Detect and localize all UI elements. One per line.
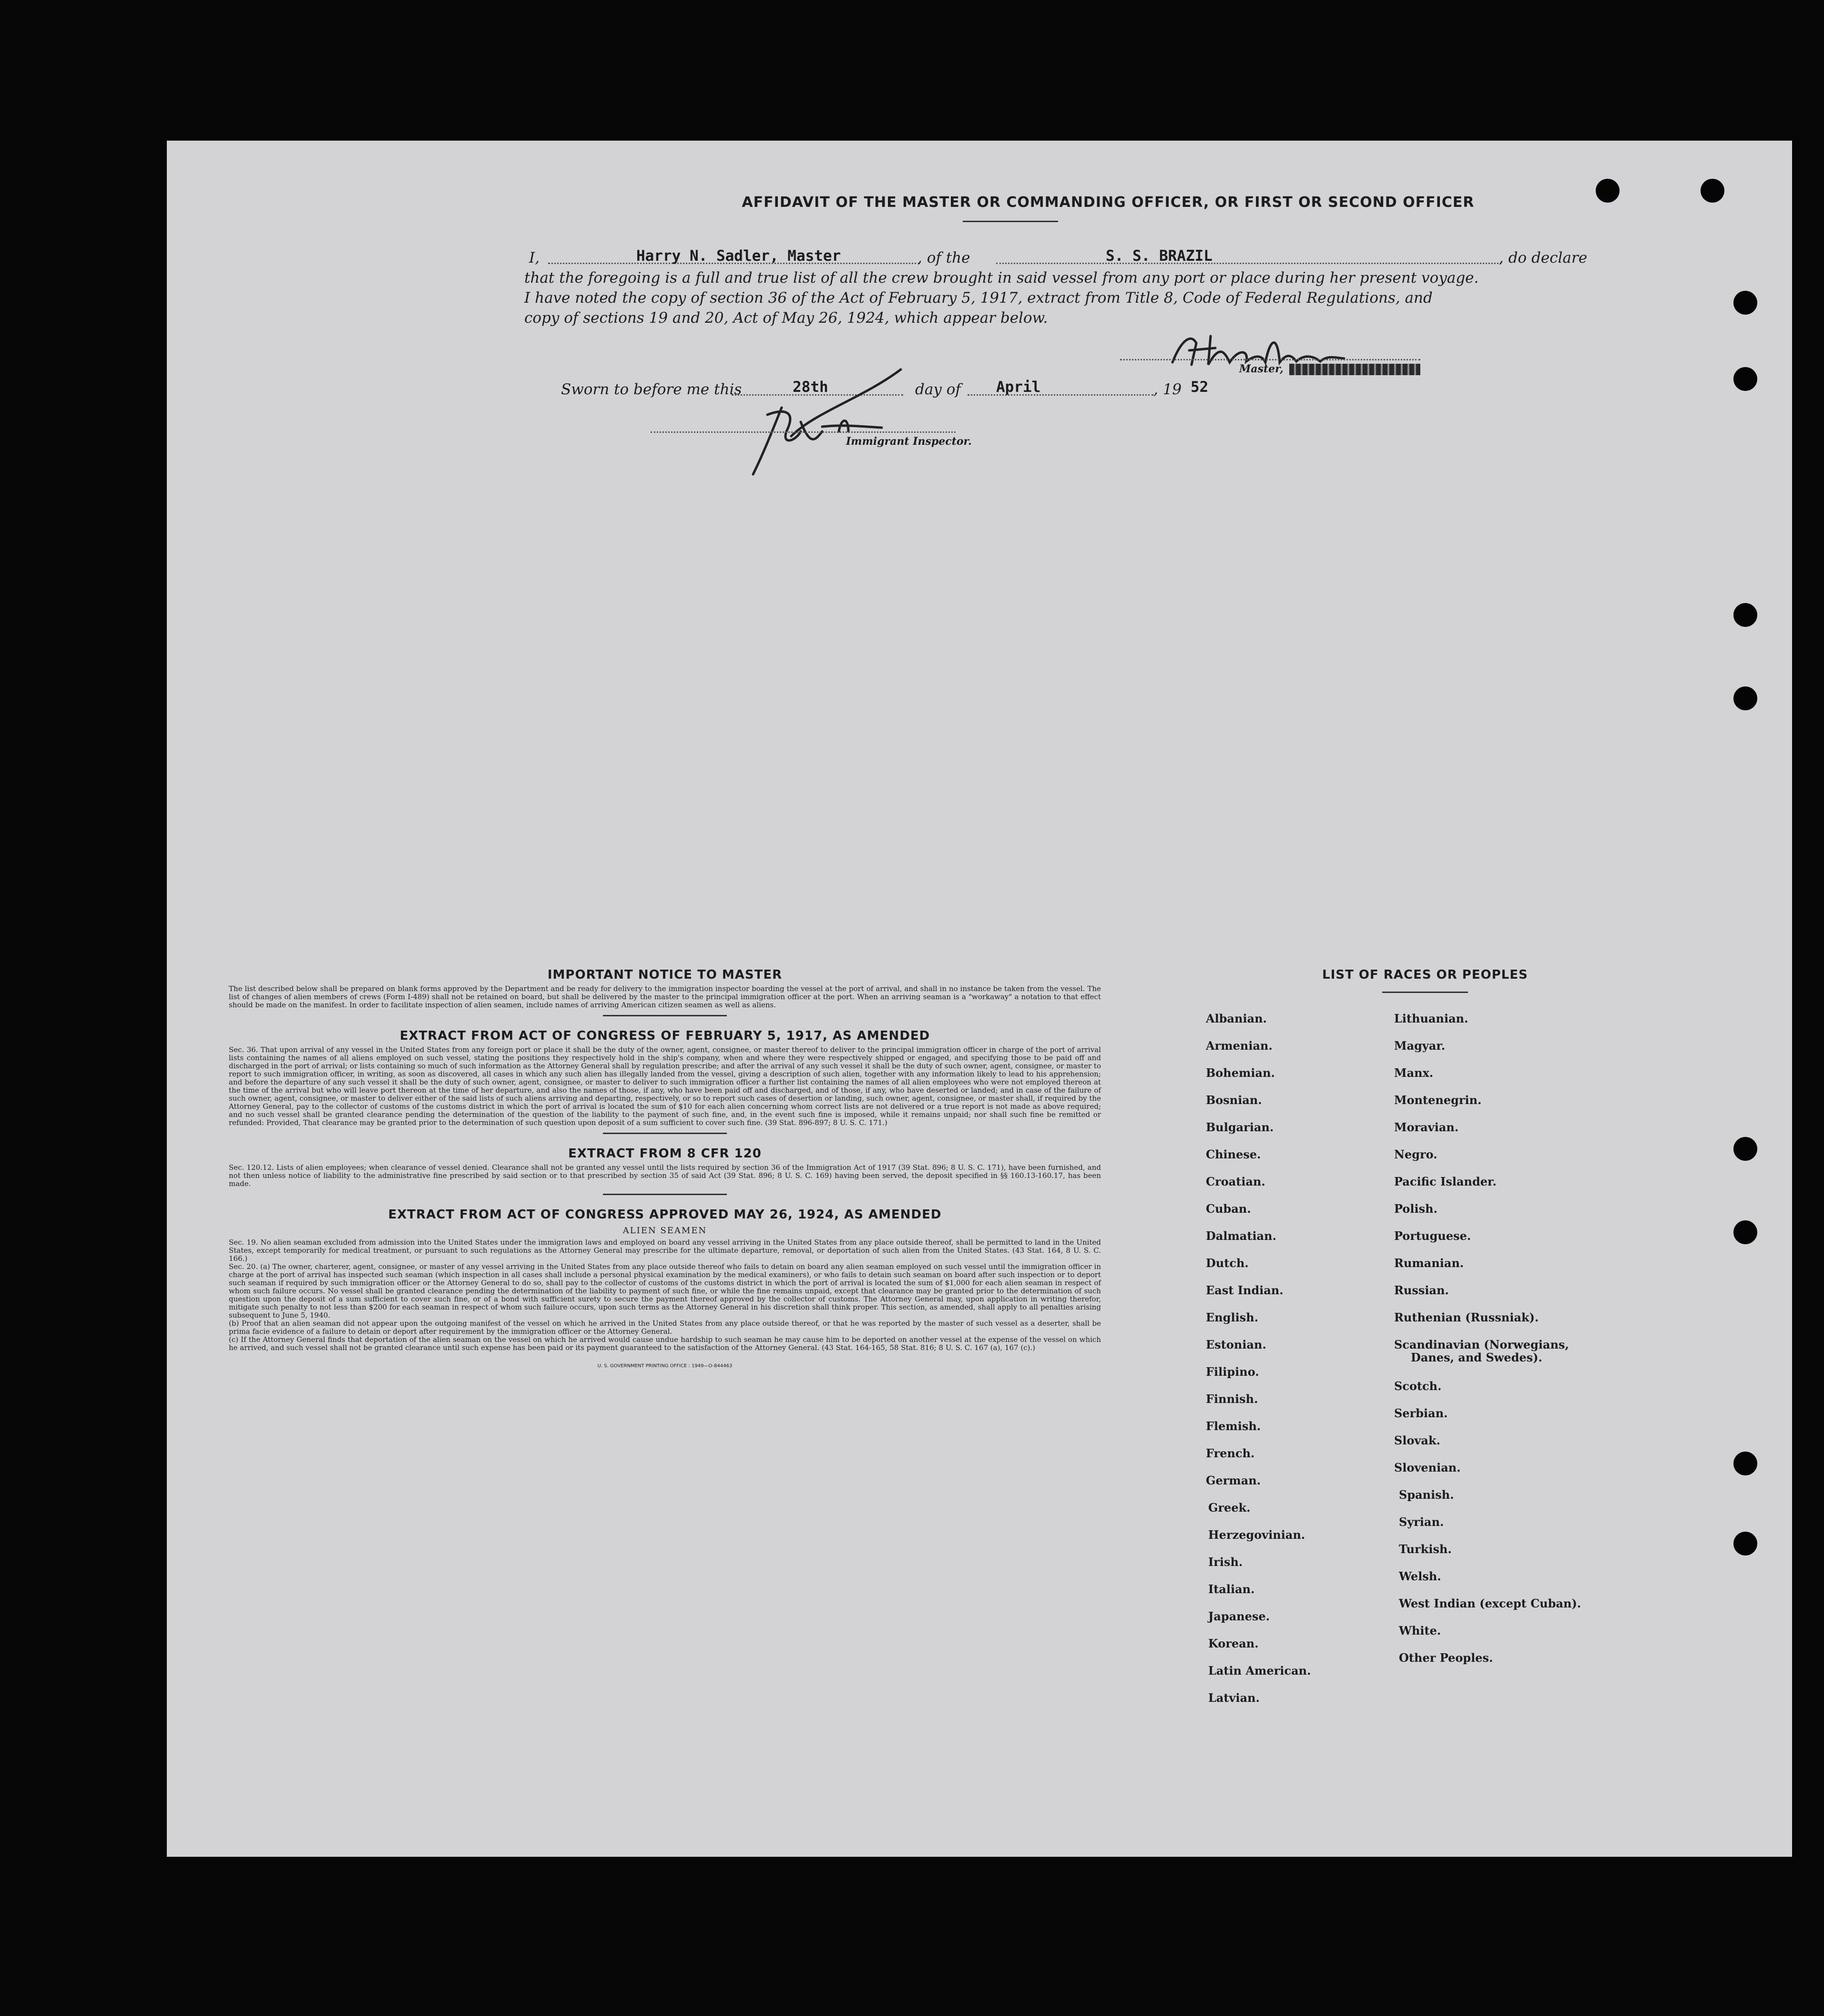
extract1-title: EXTRACT FROM ACT OF CONGRESS OF FEBRUARY 5, 1917, AS AMENDED <box>399 1029 930 1043</box>
race-item: Korean. <box>1208 1637 1259 1650</box>
affidavit-i: I, <box>529 249 540 266</box>
punch-hole-9 <box>1733 1452 1757 1475</box>
race-item: Latin American. <box>1208 1664 1311 1678</box>
sworn-year: 52 <box>1191 379 1209 396</box>
sworn-month: April <box>996 379 1041 396</box>
race-item: Scandinavian (Norwegians, <box>1394 1338 1569 1351</box>
race-item: White. <box>1399 1624 1441 1637</box>
races-title-rule <box>1382 992 1468 993</box>
race-item: French. <box>1206 1446 1255 1460</box>
race-item: Pacific Islander. <box>1394 1175 1497 1188</box>
extract1-body: Sec. 36. That upon arrival of any vessel in the United States from any foreign port or place it shall be the duty of the owner, agent, consignee, or master thereof to deliver to the principal immigration officer in charge of the port of arrival lists containing the names of all aliens employed on such vessel, stating the positions they respectively hold in the ship's company, when and where they were respectively shipped or engaged, and specifying those to be paid off and discharged in the port of arrival; or lists containing so much of such information as the Attorney General shall by regulation prescribe; and after the arrival of any such vessel it shall be the duty of such owner, agent, consignee, or master to report to such immigration officer, in writing, as soon as discovered, all cases in which any such alien has illegally landed from the vessel, giving a description of such alien, together with any information likely to lead to his apprehension; and before the departure of any such vessel it shall be the duty of such owner, agent, consignee, or master to deliver to such immigration officer a further list containing the names of all alien employees who were not employed thereon at the time of the arrival but who will leave port thereon at the time of her departure, and also the names of those, if any, who have been paid off and discharged, and of those, if any, who have deserted or landed; and in case of the failure of such owner, agent, consignee, or master to deliver either of the said lists of such aliens arriving and departing, respectively, or so to report such cases of desertion or landing, such owner, agent, consignee, or master shall, if required by the Attorney General, pay to the collector of customs of the customs district in which the port of arrival is located the sum of $10 for each alien concerning whom correct lists are not delivered or a true report is not made as above required; and no such vessel shall be granted clearance pending the determination of the question of the liability to the payment of such fine, and, in the event such fine is imposed, while it remains unpaid; nor shall such fine be remitted or refunded: Provided, That clearance may be granted prior to the determination of such question upon deposit of a sum sufficient to cover such fine. (39 Stat. 896-897; 8 U. S. C. 171.) <box>229 1045 1101 1127</box>
race-item: Bulgarian. <box>1206 1120 1274 1134</box>
race-item: Irish. <box>1208 1555 1243 1569</box>
affidavit-line-3: I have noted the copy of section 36 of the Act of February 5, 1917, extract from Title 8, Code of Federal Regulations, and <box>524 289 1433 307</box>
race-item: Flemish. <box>1206 1419 1261 1433</box>
extract3-body-1: Sec. 19. No alien seaman excluded from admission into the United States under the immigration laws and employed on board any vessel arriving in the United States from any place outside thereof, shall be permitted to land in the United States, except temporarily for medical treatment, or pursuant to such regulations as the Attorney General may prescribe for the ultimate departure, removal, or deportation of such alien from the United States. (43 Stat. 164, 8 U. S. C. 166.) <box>229 1238 1101 1263</box>
struck-out-text <box>1289 364 1420 375</box>
punch-hole-6 <box>1733 686 1757 710</box>
race-item: Spanish. <box>1399 1488 1454 1502</box>
year-prefix: , 19 <box>1153 381 1182 398</box>
notice-section <box>229 968 1101 1369</box>
punch-hole-7 <box>1733 1137 1757 1161</box>
affidavit-line-2: that the foregoing is a full and true list of all the crew brought in said vessel from any port or place during her present voyage. <box>524 269 1479 287</box>
punch-hole-8 <box>1733 1220 1757 1244</box>
extract3-title: EXTRACT FROM ACT OF CONGRESS APPROVED MAY 26, 1924, AS AMENDED <box>388 1208 942 1222</box>
race-item: Finnish. <box>1206 1392 1258 1406</box>
race-item: Japanese. <box>1208 1609 1270 1623</box>
race-item: Bosnian. <box>1206 1093 1262 1107</box>
race-item: Latvian. <box>1208 1691 1260 1705</box>
race-item: Manx. <box>1394 1066 1434 1080</box>
day-of-text: day of <box>915 381 961 398</box>
master-signature-line <box>1120 359 1420 360</box>
race-item: Dalmatian. <box>1206 1229 1276 1243</box>
race-item: Syrian. <box>1399 1515 1444 1529</box>
race-item: Herzegovinian. <box>1208 1528 1305 1542</box>
race-item: Albanian. <box>1206 1012 1267 1025</box>
notice-title: IMPORTANT NOTICE TO MASTER <box>547 968 783 982</box>
punch-hole-3 <box>1733 291 1757 315</box>
sworn-text: Sworn to before me this <box>561 381 742 398</box>
race-item: Montenegrin. <box>1394 1093 1482 1107</box>
affidavit-line-4: copy of sections 19 and 20, Act of May 26, 1924, which appear below. <box>524 309 1048 327</box>
notice-body: The list described below shall be prepared on blank forms approved by the Department and be ready for delivery to the immigration inspector boarding the vessel at the port of arrival, and shall in no instance be taken from the vessel. The list of changes of alien members of crews (Form I-489) shall not be retained on board, but shall be delivered by the master to the principal immigration officer at the port. When an arriving seaman is a "workaway" a notation to that effect should be made on the manifest. In order to facilitate inspection of alien seamen, include names of arriving American citizen seamen as well as aliens. <box>229 984 1101 1009</box>
divider-3 <box>603 1194 727 1195</box>
race-item: Danes, and Swedes). <box>1411 1351 1542 1364</box>
race-item: Armenian. <box>1206 1039 1273 1053</box>
race-item: Polish. <box>1394 1202 1437 1216</box>
extract3-subtitle: ALIEN SEAMEN <box>622 1226 707 1236</box>
race-item: Welsh. <box>1399 1569 1441 1583</box>
master-name: Harry N. Sadler, Master <box>636 247 841 265</box>
race-item: Negro. <box>1394 1147 1437 1161</box>
race-item: Italian. <box>1208 1582 1255 1596</box>
race-item: Rumanian. <box>1394 1256 1464 1270</box>
extract3-body-4: (c) If the Attorney General finds that deportation of the alien seaman on the vessel on which he arrived would cause undue hardship to such seaman he may cause him to be deported on another vessel at the expense of the vessel on which he arrived, and such vessel shall not be granted clearance until such expense has been paid or its payment guaranteed to the satisfaction of the Attorney General. (43 Stat. 164-165, 58 Stat. 816; 8 U. S. C. 167 (a), 167 (c).) <box>229 1335 1101 1352</box>
race-item: East Indian. <box>1206 1283 1284 1297</box>
race-item: West Indian (except Cuban). <box>1399 1596 1581 1610</box>
race-item: Scotch. <box>1394 1379 1442 1393</box>
race-item: Cuban. <box>1206 1202 1251 1216</box>
race-item: Russian. <box>1394 1283 1449 1297</box>
punch-hole-4 <box>1733 367 1757 391</box>
race-item: Moravian. <box>1394 1120 1459 1134</box>
race-item: Slovenian. <box>1394 1461 1461 1474</box>
extract3-body-2: Sec. 20. (a) The owner, charterer, agent, consignee, or master of any vessel arriving in the United States from any place outside thereof who fails to detain on board any alien seaman employed on such vessel until the immigration officer in charge at the port of arrival has inspected such seaman (which inspection in all cases shall include a personal physical examination by the medical examiners), or who fails to detain such seaman on board after such inspection or to deport such seaman if required by such immigration officer or the Attorney General to do so, shall pay to the collector of customs of the customs district in which the port of arrival is located the sum of $1,000 for each alien seaman in respect of whom such failure occurs. No vessel shall be granted clearance pending the determination of the liability to payment of such fine, or while the fine remains unpaid, except that clearance may be granted prior to the determination of such question upon the deposit of a sum sufficient to cover such fine, or of a bond with sufficient surety to secure the payment thereof approved by the collector of customs. The Attorney General may, upon application in writing therefor, mitigate such penalty to not less than $200 for each seaman in respect of whom such failure occurs, upon such terms as the Attorney General in his discretion shall think proper. This section, as amended, shall apply to all penalties arising subsequent to June 5, 1940. <box>229 1262 1101 1320</box>
race-item: German. <box>1206 1474 1261 1487</box>
race-item: Other Peoples. <box>1399 1651 1493 1665</box>
vessel-line <box>996 263 1501 264</box>
extract2-title: EXTRACT FROM 8 CFR 120 <box>568 1146 762 1161</box>
divider-2 <box>603 1133 727 1134</box>
sworn-day: 28th <box>793 379 828 396</box>
divider-1 <box>603 1015 727 1016</box>
race-item: Chinese. <box>1206 1147 1261 1161</box>
affidavit-of-the: , of the <box>917 249 970 266</box>
race-item: Greek. <box>1208 1501 1251 1515</box>
inspector-signature-line <box>651 431 956 433</box>
inspector-signature <box>720 360 987 484</box>
race-item: Dutch. <box>1206 1256 1249 1270</box>
race-item: Slovak. <box>1394 1433 1440 1447</box>
affidavit-do-declare: , do declare <box>1499 249 1588 266</box>
inspector-label: Immigrant Inspector. <box>846 435 972 448</box>
race-item: Turkish. <box>1399 1542 1452 1556</box>
race-item: Lithuanian. <box>1394 1012 1468 1025</box>
punch-hole-2 <box>1701 179 1724 203</box>
title-rule <box>963 221 1058 222</box>
race-item: Estonian. <box>1206 1338 1266 1351</box>
master-label: Master, <box>1239 363 1284 375</box>
vessel-name: S. S. BRAZIL <box>1106 247 1213 265</box>
punch-hole-5 <box>1733 603 1757 627</box>
race-item: Bohemian. <box>1206 1066 1275 1080</box>
punch-hole-1 <box>1596 179 1620 203</box>
extract3-body-3: (b) Proof that an alien seaman did not appear upon the outgoing manifest of the vessel on which he arrived in the United States from any place outside thereof, or that he was reported by the master of such vessel as a deserter, shall be prima facie evidence of a failure to detain or deport after requirement by the immigration officer or the Attorney General. <box>229 1319 1101 1336</box>
race-item: Ruthenian (Russniak). <box>1394 1310 1539 1324</box>
race-item: Portuguese. <box>1394 1229 1471 1243</box>
punch-hole-10 <box>1733 1532 1757 1555</box>
race-item: Magyar. <box>1394 1039 1446 1053</box>
printer-imprint: U. S. GOVERNMENT PRINTING OFFICE : 1949—O-844463 <box>597 1363 733 1369</box>
race-item: Filipino. <box>1206 1365 1259 1379</box>
extract2-body: Sec. 120.12. Lists of alien employees; when clearance of vessel denied. Clearance shall not be granted any vessel until the lists required by section 36 of the Immigration Act of 1917 (39 Stat. 896; 8 U. S. C. 171), have been furnished, and not then unless notice of liability to the administrative fine prescribed by said section or to that prescribed by section 35 of said Act (39 Stat. 896; 8 U. S. C. 169) having been served, the deposit specified in §§ 160.13-160.17, has been made. <box>229 1163 1101 1188</box>
race-item: Serbian. <box>1394 1406 1448 1420</box>
month-line <box>968 394 1153 396</box>
races-title: LIST OF RACES OR PEOPLES <box>1322 968 1528 982</box>
document-sheet <box>167 141 1792 1857</box>
race-item: English. <box>1206 1310 1259 1324</box>
affidavit-title: AFFIDAVIT OF THE MASTER OR COMMANDING OFFICER, OR FIRST OR SECOND OFFICER <box>742 194 1475 211</box>
race-item: Croatian. <box>1206 1175 1265 1188</box>
